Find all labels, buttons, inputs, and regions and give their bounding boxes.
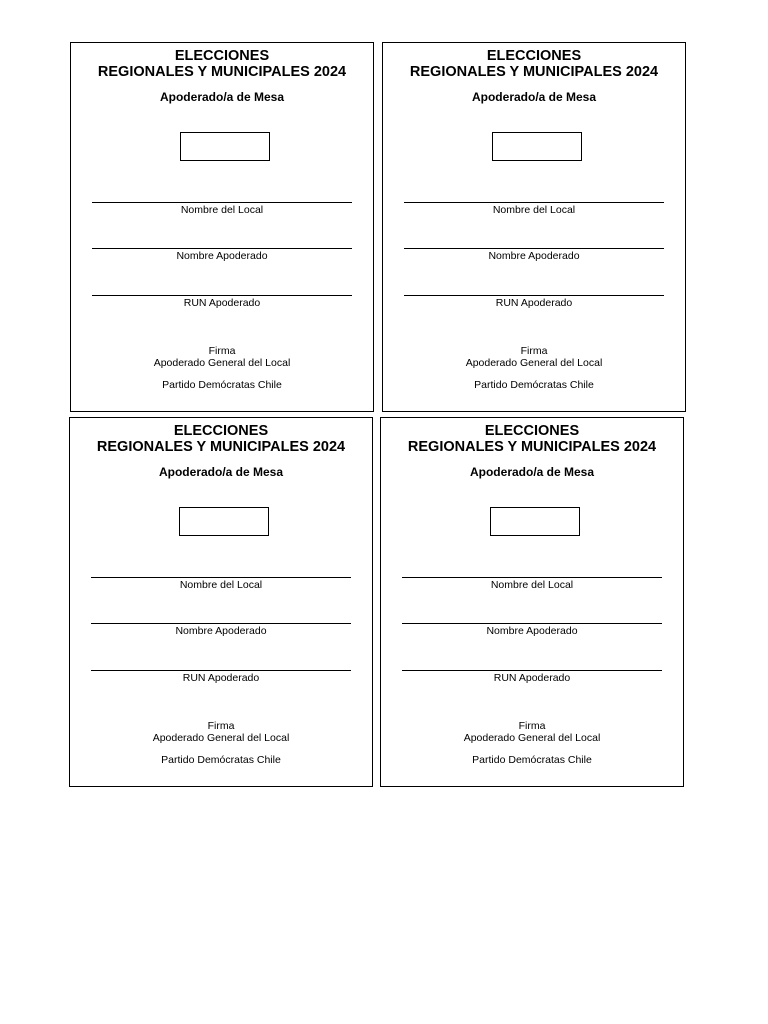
signature-label: Firma [518, 720, 546, 732]
card-subtitle: REGIONALES Y MUNICIPALES 2024 [407, 439, 657, 455]
proxy-name-label: Nombre Apoderado [486, 625, 578, 637]
mesa-number-box [490, 507, 580, 536]
signature-role: Apoderado General del Local [463, 732, 601, 744]
proxy-run-line [91, 670, 351, 671]
local-name-line [402, 577, 662, 578]
proxy-run-label: RUN Apoderado [182, 672, 260, 684]
proxy-name-line [92, 248, 352, 249]
party-name: Partido Demócratas Chile [474, 379, 594, 391]
card-title: ELECCIONES [484, 423, 580, 439]
proxy-run-line [92, 295, 352, 296]
party-name: Partido Demócratas Chile [161, 754, 281, 766]
card-subtitle: REGIONALES Y MUNICIPALES 2024 [97, 64, 347, 80]
proxy-run-line [404, 295, 664, 296]
proxy-name-line [91, 623, 351, 624]
proxy-name-label: Nombre Apoderado [175, 625, 267, 637]
credential-card-bottom-right [380, 417, 684, 787]
card-role: Apoderado/a de Mesa [158, 465, 284, 479]
card-title: ELECCIONES [173, 423, 269, 439]
card-role: Apoderado/a de Mesa [471, 90, 597, 104]
proxy-name-line [404, 248, 664, 249]
card-subtitle: REGIONALES Y MUNICIPALES 2024 [96, 439, 346, 455]
proxy-run-label: RUN Apoderado [493, 672, 571, 684]
signature-label: Firma [207, 720, 235, 732]
local-name-label: Nombre del Local [490, 579, 574, 591]
card-role: Apoderado/a de Mesa [469, 465, 595, 479]
proxy-run-label: RUN Apoderado [495, 297, 573, 309]
proxy-run-label: RUN Apoderado [183, 297, 261, 309]
card-subtitle: REGIONALES Y MUNICIPALES 2024 [409, 64, 659, 80]
credential-card-top-left [70, 42, 374, 412]
local-name-line [91, 577, 351, 578]
party-name: Partido Demócratas Chile [162, 379, 282, 391]
local-name-line [404, 202, 664, 203]
credential-card-top-right [382, 42, 686, 412]
card-title: ELECCIONES [486, 48, 582, 64]
proxy-name-label: Nombre Apoderado [488, 250, 580, 262]
proxy-name-label: Nombre Apoderado [176, 250, 268, 262]
signature-label: Firma [208, 345, 236, 357]
local-name-label: Nombre del Local [179, 579, 263, 591]
mesa-number-box [179, 507, 269, 536]
card-role: Apoderado/a de Mesa [159, 90, 285, 104]
mesa-number-box [492, 132, 582, 161]
local-name-label: Nombre del Local [492, 204, 576, 216]
party-name: Partido Demócratas Chile [472, 754, 592, 766]
signature-role: Apoderado General del Local [152, 732, 290, 744]
signature-role: Apoderado General del Local [465, 357, 603, 369]
signature-label: Firma [520, 345, 548, 357]
signature-role: Apoderado General del Local [153, 357, 291, 369]
mesa-number-box [180, 132, 270, 161]
local-name-line [92, 202, 352, 203]
proxy-name-line [402, 623, 662, 624]
local-name-label: Nombre del Local [180, 204, 264, 216]
card-title: ELECCIONES [174, 48, 270, 64]
credential-card-bottom-left [69, 417, 373, 787]
proxy-run-line [402, 670, 662, 671]
